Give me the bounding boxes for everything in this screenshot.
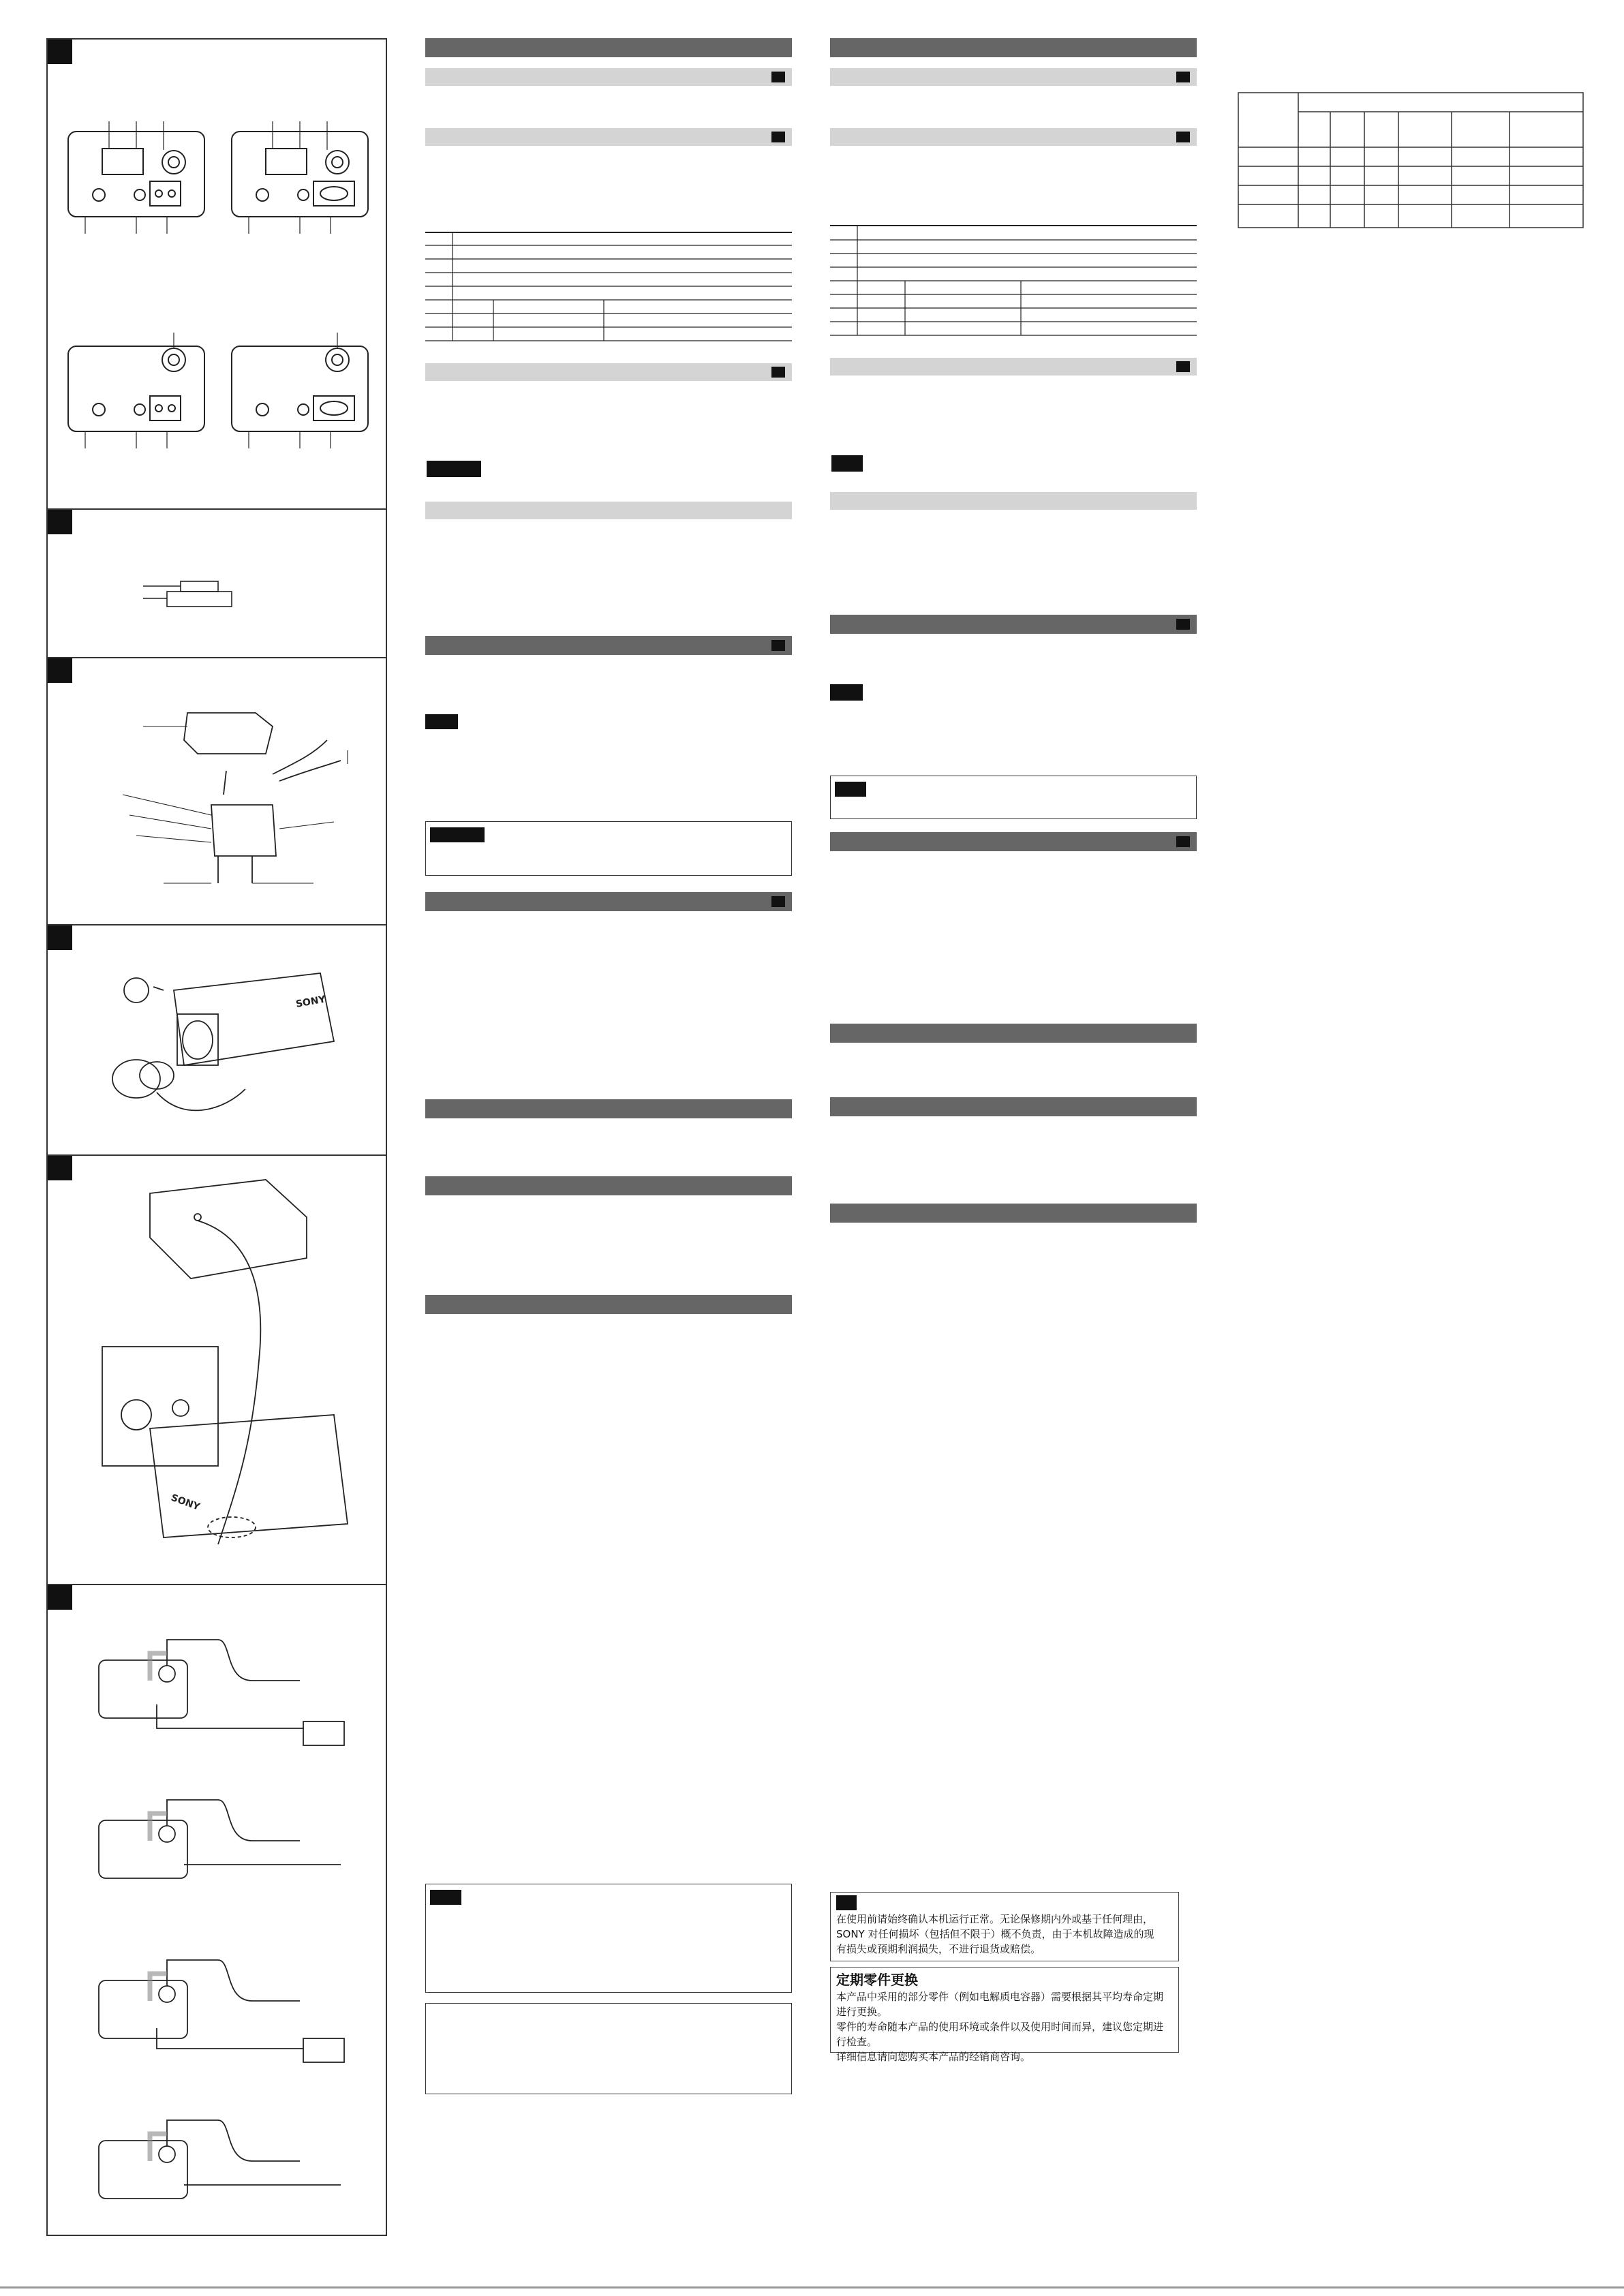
subsection-header	[830, 128, 1197, 146]
section-header	[425, 38, 792, 57]
rear-panel-diagrams	[48, 40, 388, 510]
section-header	[425, 1099, 792, 1118]
figure-column	[46, 38, 387, 2236]
subsection-header	[425, 128, 792, 146]
language-marker	[1176, 361, 1190, 372]
spec-grid-table	[1238, 93, 1586, 232]
language-marker	[1176, 132, 1190, 142]
language-marker	[1176, 836, 1190, 847]
notice-label	[836, 1895, 857, 1910]
warranty-notice	[830, 1892, 1179, 1961]
figure-camera-lens	[48, 925, 386, 1156]
subsection-header	[830, 492, 1197, 510]
language-marker	[771, 896, 785, 907]
connector-diagram	[48, 658, 388, 925]
caution-label	[430, 827, 485, 842]
parts-replacement-notice	[830, 1967, 1179, 2063]
note-label	[430, 1890, 461, 1905]
figure-connections	[48, 1585, 386, 2237]
figure-lens-mount	[48, 510, 386, 658]
language-marker	[771, 367, 785, 378]
lens-mount-diagram	[48, 510, 388, 658]
brand-label: SONY	[294, 994, 326, 1010]
section-header	[830, 38, 1197, 57]
section-header	[425, 636, 792, 655]
page-bottom-rule	[0, 2286, 1624, 2289]
language-marker	[1176, 72, 1190, 82]
language-marker	[1176, 619, 1190, 630]
section-header	[830, 1097, 1197, 1116]
info-box	[425, 2003, 792, 2094]
language-marker	[771, 72, 785, 82]
label-block	[427, 461, 481, 477]
parts-line-5: 详细信息请向您购买本产品的经销商咨询。	[836, 2051, 1031, 2063]
section-header	[830, 832, 1197, 851]
parts-line-3: 零件的寿命随本产品的使用环境或条件以及使用时间而异，建议您定期进	[836, 2021, 1164, 2033]
subsection-header	[425, 68, 792, 86]
section-header	[830, 615, 1197, 634]
switch-settings-table	[830, 224, 1198, 346]
caution-label	[835, 782, 866, 797]
connection-diagrams	[48, 1585, 388, 2237]
grounding-diagram	[48, 1156, 388, 1585]
caution-box	[425, 821, 792, 876]
parts-line-1: 本产品中采用的部分零件（例如电解质电容器）需要根据其平均寿命定期	[836, 1991, 1164, 2003]
parts-title: 定期零件更换	[836, 1972, 918, 1988]
brand-label: SONY	[169, 1492, 202, 1513]
section-header	[425, 1176, 792, 1195]
parts-line-2: 进行更换。	[836, 2006, 888, 2018]
language-marker	[771, 640, 785, 651]
figure-connector	[48, 658, 386, 925]
note-box	[425, 1884, 792, 1993]
warranty-line-2: SONY 对任何损坏（包括但不限于）概不负责，由于本机故障造成的现	[836, 1928, 1154, 1940]
switch-settings-table	[425, 230, 793, 353]
language-marker	[771, 132, 785, 142]
caution-box	[830, 776, 1197, 819]
section-header	[425, 892, 792, 911]
note-label	[425, 714, 458, 729]
subsection-header	[425, 502, 792, 519]
subsection-header	[830, 358, 1197, 376]
warranty-line-1: 在使用前请始终确认本机运行正常。无论保修期内外或基于任何理由，	[836, 1913, 1154, 1925]
subsection-header	[830, 68, 1197, 86]
figure-grounding	[48, 1156, 386, 1585]
camera-lens-diagram	[48, 925, 388, 1156]
warranty-line-3: 有损失或预期利润损失，不进行退货或赔偿。	[836, 1943, 1041, 1955]
section-header	[425, 1295, 792, 1314]
subsection-header	[425, 363, 792, 381]
section-header	[830, 1204, 1197, 1223]
figure-rear-panels	[48, 40, 386, 510]
parts-line-4: 行检查。	[836, 2036, 878, 2048]
note-label	[830, 684, 863, 701]
section-header	[830, 1024, 1197, 1043]
label-block	[831, 455, 863, 472]
